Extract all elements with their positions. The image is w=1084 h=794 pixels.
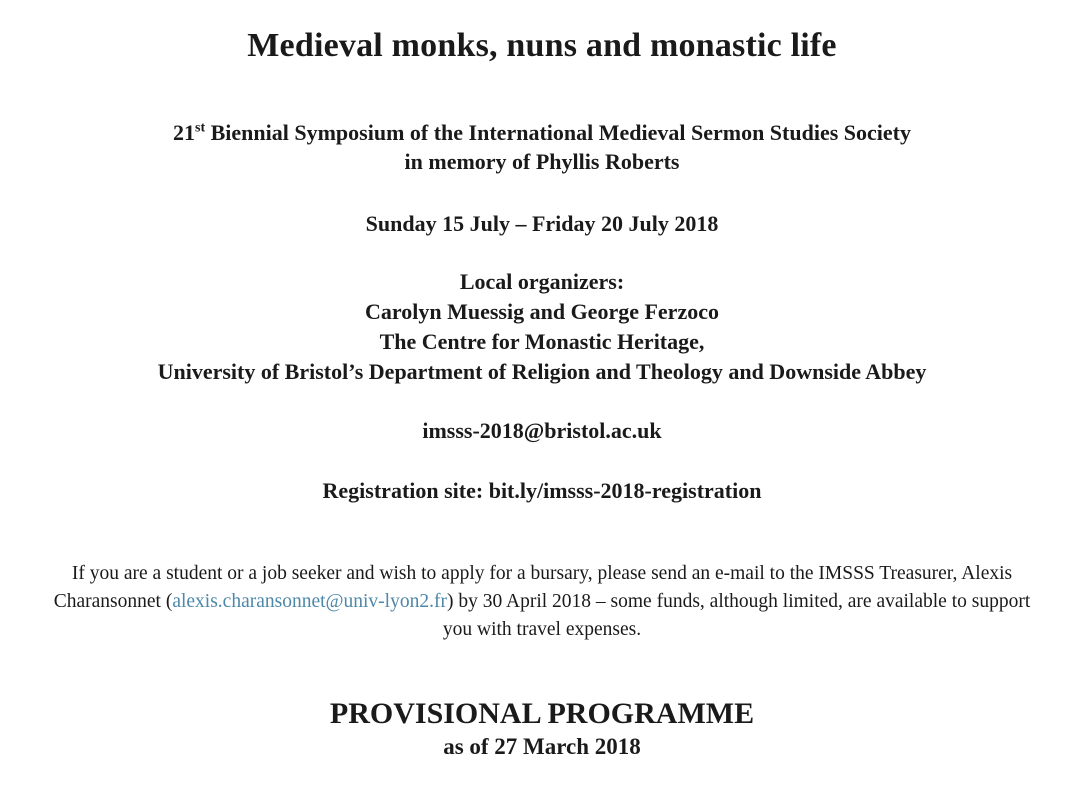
event-dates: Sunday 15 July – Friday 20 July 2018 [365, 211, 719, 236]
ordinal-suffix: st [195, 120, 206, 136]
symposium-subtitle [0, 118, 1084, 176]
contact-email: imsss-2018@bristol.ac.uk [422, 418, 662, 443]
organizers-affiliation: University of Bristol’s Department of Religion and Theology and Downside Abbey [157, 359, 927, 384]
symposium-line1-text: Biennial Symposium of the International Medieval Sermon Studies Society [205, 120, 911, 145]
organizers-centre: The Centre for Monastic Heritage, [379, 329, 705, 354]
bursary-note [42, 560, 1042, 644]
registration-site: Registration site: bit.ly/imsss-2018-registration [322, 478, 762, 503]
organizers-heading: Local organizers: [459, 269, 625, 294]
bursary-text-before-link: If you are a student or a job seeker and wish to apply for a bursary, please send an e-mail to the IMSSS Treasurer, Alexis Charansonnet ( [53, 563, 1013, 612]
bursary-text-after-link: ) by 30 April 2018 – some funds, although limited, are available to support you with travel expenses. [442, 591, 1031, 640]
symposium-subtitle-line1 [0, 118, 1084, 147]
programme-heading: PROVISIONAL PROGRAMME [329, 697, 755, 730]
symposium-number: 21 [173, 120, 195, 145]
programme-as-of-date: as of 27 March 2018 [443, 734, 641, 759]
treasurer-email-link[interactable]: alexis.charansonnet@univ-lyon2.fr [172, 591, 447, 612]
organizers-block [0, 267, 1084, 387]
page-title: Medieval monks, nuns and monastic life [247, 27, 837, 64]
organizers-names: Carolyn Muessig and George Ferzoco [365, 299, 719, 324]
symposium-subtitle-line2: in memory of Phyllis Roberts [404, 149, 680, 174]
